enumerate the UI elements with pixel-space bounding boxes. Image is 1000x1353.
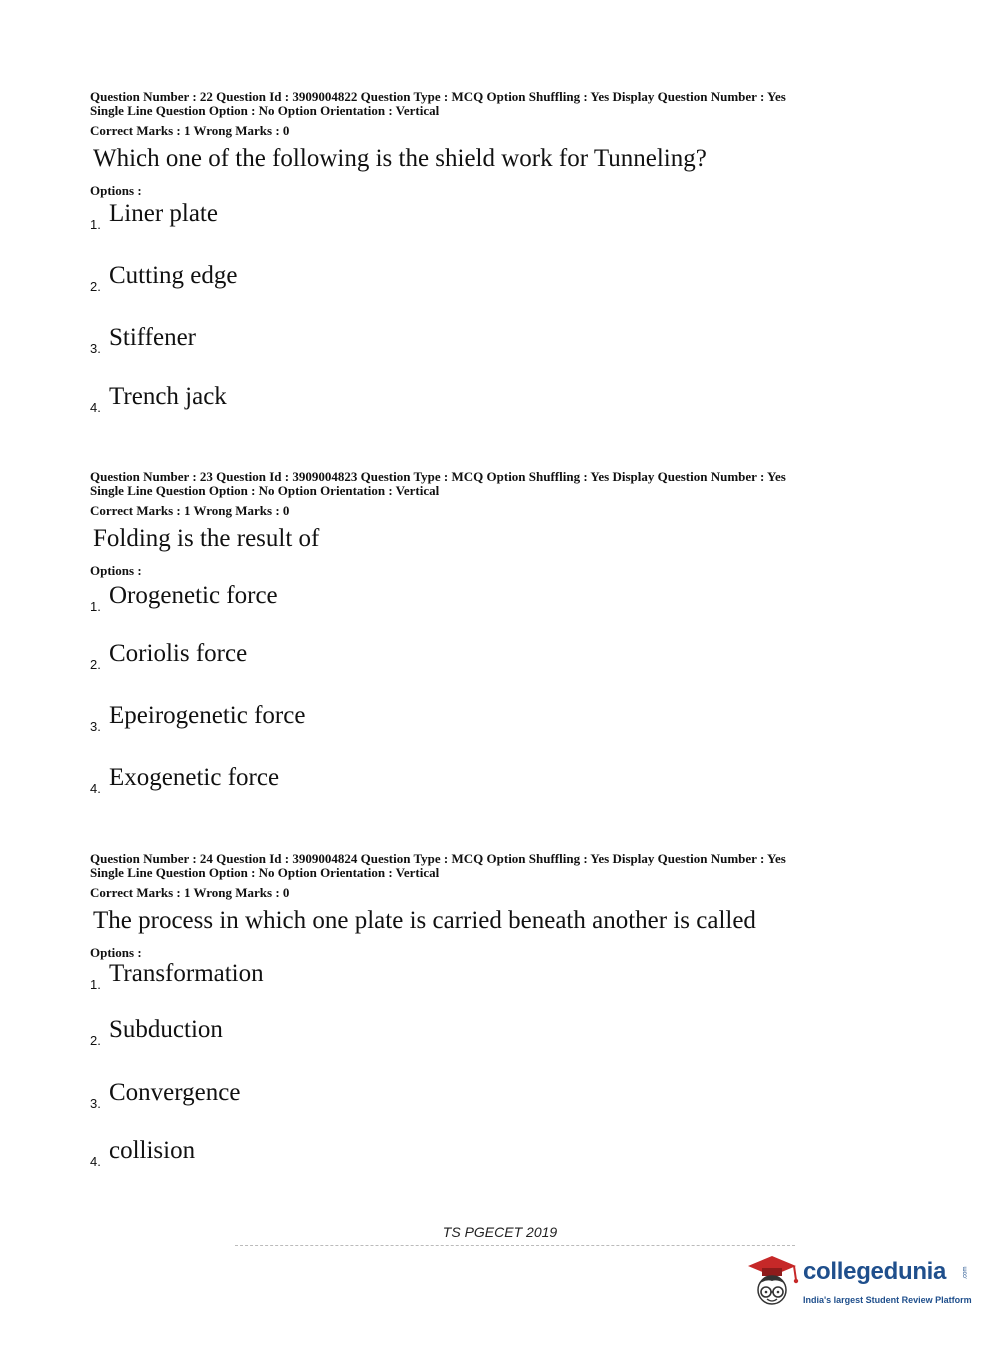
option-text: Transformation xyxy=(109,960,264,987)
option-number: 2. xyxy=(90,279,101,294)
footer-divider xyxy=(235,1245,795,1248)
brand-tagline: India's largest Student Review Platform xyxy=(803,1295,972,1305)
graduate-mascot-icon xyxy=(742,1248,802,1314)
question-text: Which one of the following is the shield work for Tunneling? xyxy=(93,145,707,172)
option-text: Cutting edge xyxy=(109,262,238,289)
option-number: 1. xyxy=(90,599,101,614)
question-marks: Correct Marks : 1 Wrong Marks : 0 xyxy=(90,885,290,900)
option-text: Epeirogenetic force xyxy=(109,702,306,729)
question-23 xyxy=(90,470,910,800)
options-label: Options : xyxy=(90,563,142,578)
option-number: 2. xyxy=(90,1033,101,1048)
question-24 xyxy=(90,852,910,1182)
question-text: Folding is the result of xyxy=(93,525,320,552)
option-number: 3. xyxy=(90,341,101,356)
option-text: Subduction xyxy=(109,1016,223,1043)
option-number: 2. xyxy=(90,657,101,672)
collegedunia-logo xyxy=(742,1248,972,1314)
option-text: Convergence xyxy=(109,1079,241,1106)
option-number: 4. xyxy=(90,400,101,415)
option-number: 3. xyxy=(90,719,101,734)
question-meta-line2: Single Line Question Option : No Option Orientation : Vertical xyxy=(90,865,440,880)
option-text: collision xyxy=(109,1137,196,1164)
options-label: Options : xyxy=(90,183,142,198)
option-number: 1. xyxy=(90,217,101,232)
option-number: 1. xyxy=(90,977,101,992)
option-text: Trench jack xyxy=(109,383,227,410)
exam-footer: TS PGECET 2019 xyxy=(442,1224,558,1240)
option-number: 4. xyxy=(90,781,101,796)
option-text: Liner plate xyxy=(109,200,218,227)
question-meta-line1: Question Number : 23 Question Id : 3909004823 Question Type : MCQ Option Shuffling : Yes Display Question Number : Yes xyxy=(90,469,786,484)
option-text: Stiffener xyxy=(109,324,197,351)
question-meta-line2: Single Line Question Option : No Option Orientation : Vertical xyxy=(90,483,440,498)
question-meta-line1: Question Number : 22 Question Id : 3909004822 Question Type : MCQ Option Shuffling : Yes Display Question Number : Yes xyxy=(90,89,786,104)
question-meta-line2: Single Line Question Option : No Option Orientation : Vertical xyxy=(90,103,440,118)
options-label: Options : xyxy=(90,945,142,960)
question-text: The process in which one plate is carried beneath another is called xyxy=(93,907,756,934)
question-marks: Correct Marks : 1 Wrong Marks : 0 xyxy=(90,123,290,138)
question-marks: Correct Marks : 1 Wrong Marks : 0 xyxy=(90,503,290,518)
option-text: Coriolis force xyxy=(109,640,248,667)
option-text: Orogenetic force xyxy=(109,582,278,609)
question-meta-line1: Question Number : 24 Question Id : 3909004824 Question Type : MCQ Option Shuffling : Yes Display Question Number : Yes xyxy=(90,851,786,866)
question-22 xyxy=(90,90,910,420)
option-text: Exogenetic force xyxy=(109,764,280,791)
option-number: 3. xyxy=(90,1096,101,1111)
brand-name: collegedunia xyxy=(803,1258,947,1285)
option-number: 4. xyxy=(90,1154,101,1169)
brand-suffix: .com xyxy=(962,1266,969,1280)
